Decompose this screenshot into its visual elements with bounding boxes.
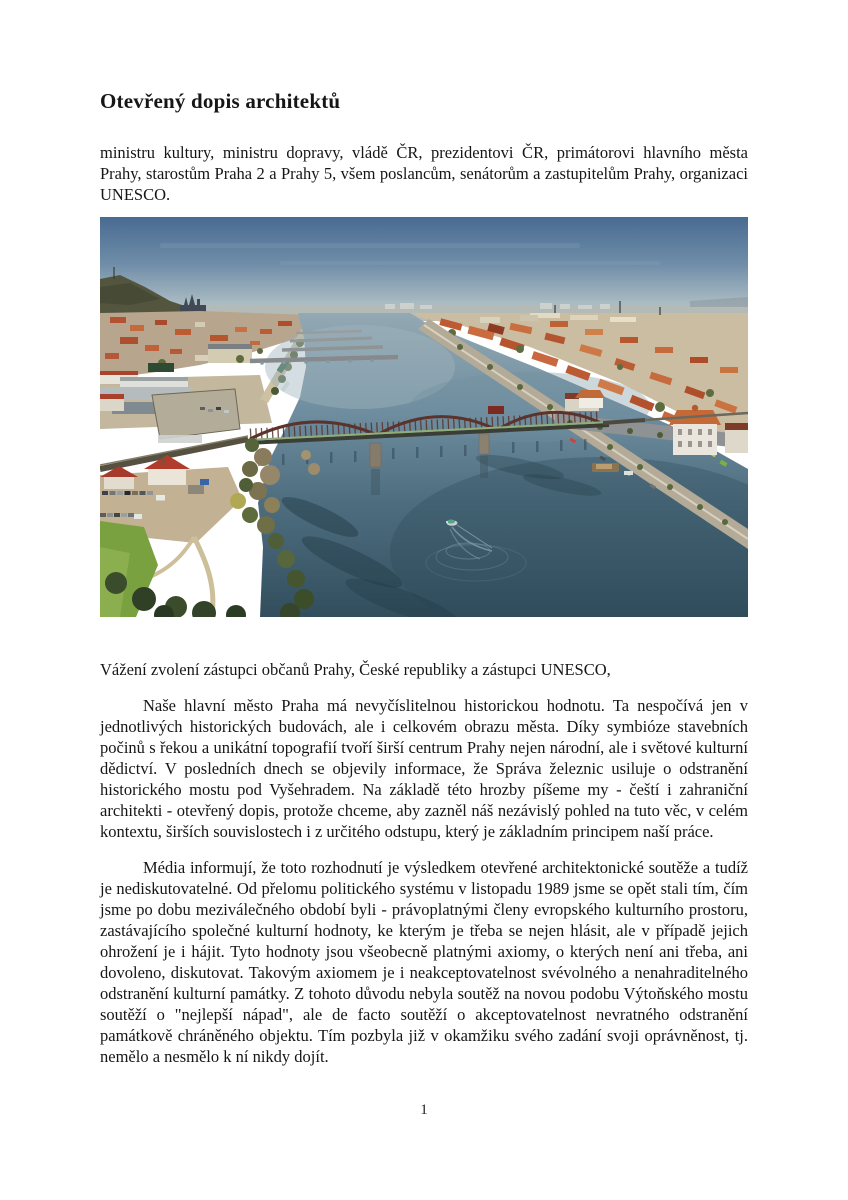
prague-aerial-photo-illustration bbox=[100, 217, 748, 617]
addressee-paragraph: ministru kultury, ministru dopravy, vládě ČR, prezidentovi ČR, primátorovi hlavního města Prahy, starostům Praha 2 a Prahy 5, všem poslancům, senátorům a zastupitelům Prahy, organizaci UNESCO. bbox=[100, 143, 748, 204]
page-title: Otevřený dopis architektů bbox=[100, 89, 341, 113]
salutation: Vážení zvolení zástupci občanů Prahy, České republiky a zástupci UNESCO, bbox=[100, 660, 611, 679]
body-paragraph-2: Média informují, že toto rozhodnutí je výsledkem otevřené architektonické soutěže a tudíž je nediskutovatelné. Od přelomu politického systému v listopadu 1989 jsme se opět stali tím, čím jsme po dobu meziválečného období byli - právoplatnými členy evropského kulturního prostoru, zastávajícího společné kulturní hodnoty, ke kterým je třeba se nejen hlásit, ale v případě jejich ohrožení je i hájit. Tyto hodnoty jsou všeobecně platnými axiomy, o kterých není ani třeba, ani dovoleno, diskutovat. Takovým axiomem je i neakceptovatelnost svévolného a nenahraditelného odstranění kulturní památky. Z tohoto důvodu nebyla soutěž na novou podobu Výtoňského mostu soutěží o "nejlepší nápad", ale de facto soutěží o akceptovatelnost nevratného odstranění památkově chráněného objektu. Tím pozbyla již v okamžiku svého zadání svoji oprávněnost, tj. nemělo a nesmělo k ní nikdy dojít. bbox=[100, 858, 748, 1066]
prague-aerial-photo bbox=[100, 217, 748, 617]
body-paragraph-1: Naše hlavní město Praha má nevyčíslitelnou historickou hodnotu. Ta nespočívá jen v jednotlivých historických budovách, ale i celkovém obrazu města. Díky symbióze stavebních počinů s řekou a unikátní topografií tvoří širší centrum Prahy nejen národní, ale i světové kulturní dědictví. V posledních dnech se objevily informace, že Správa železnic usiluje o odstranění historického mostu pod Vyšehradem. Na základě této hrozby píšeme my - čeští i zahraniční architekti - otevřený dopis, protože chceme, aby zazněl náš nezávislý pohled na tuto věc, v celém kontextu, širších souvislostech i z určitého odstupu, který je základním principem naší práce. bbox=[100, 696, 748, 841]
page-number: 1 bbox=[420, 1102, 428, 1118]
